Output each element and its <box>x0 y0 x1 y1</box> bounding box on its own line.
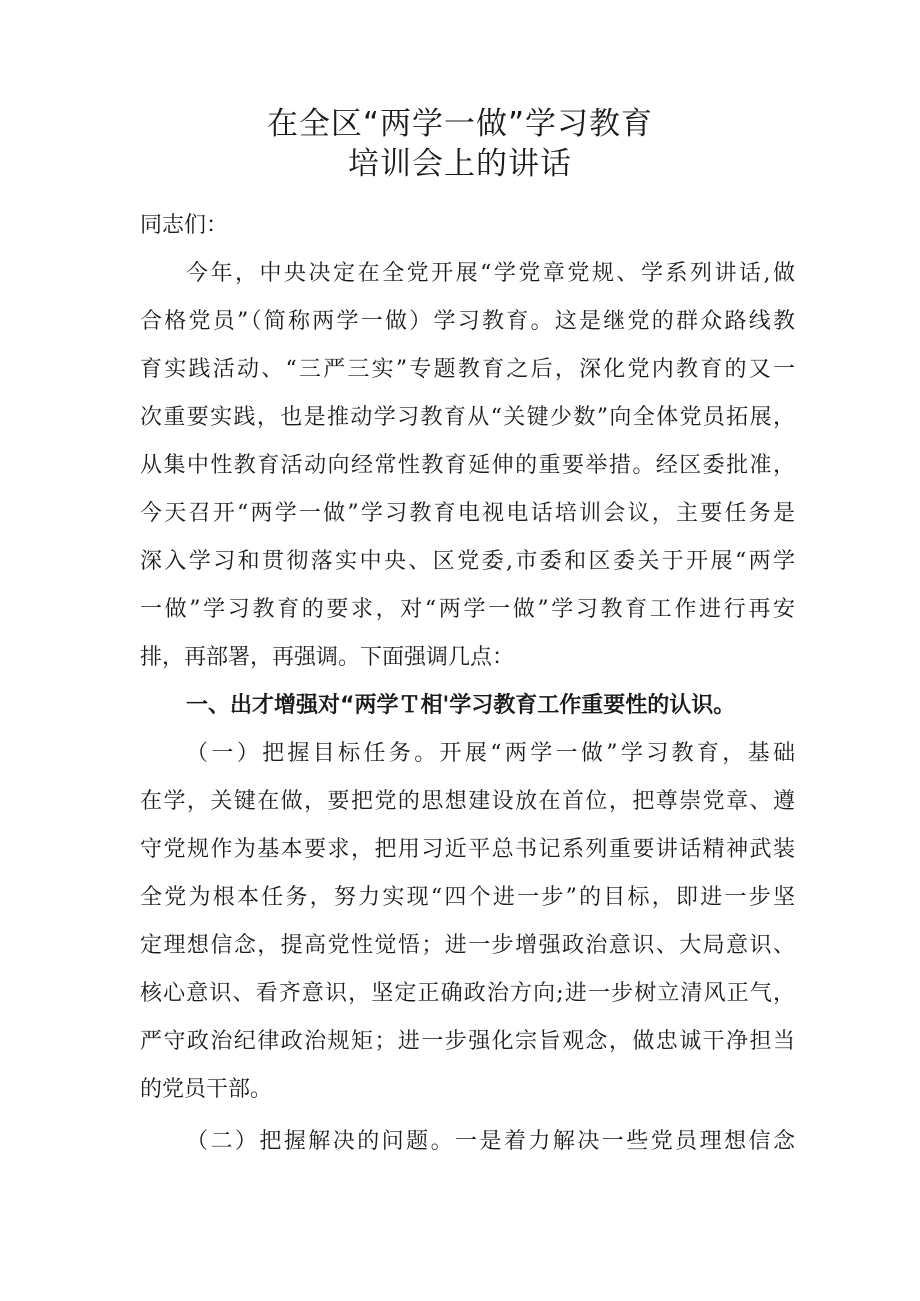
section-1-heading: 一、出才增强对“两学Ｔ相'学习教育工作重要性的认识。 <box>186 693 736 718</box>
paragraph-2-line: 在学，关键在做，要把党的思想建设放在首位，把尊崇党章、遵 <box>140 789 795 814</box>
paragraph-1-line: 排，再部署，再强调。下面强调几点： <box>140 645 515 670</box>
paragraph-2-line: 严守政治纪律政治规矩；进一步强化宗旨观念，做忠诚干净担当 <box>140 1029 795 1054</box>
document-title-line-2: 培训会上的讲话 <box>348 146 572 182</box>
paragraph-1-line: 育实践活动、“三严三实”专题教育之后，深化党内教育的又一 <box>140 357 795 382</box>
paragraph-1-line: 深入学习和贯彻落实中央、区党委,市委和区委关于开展“两学 <box>140 549 795 574</box>
paragraph-1-line: 今年，中央决定在全党开展“学党章党规、学系列讲话,做 <box>186 261 795 286</box>
paragraph-2-line: 的党员干部。 <box>140 1077 273 1102</box>
paragraph-2-line: 核心意识、看齐意识，坚定正确政治方向;进一步树立清风正气， <box>140 981 795 1006</box>
paragraph-2-line: 守党规作为基本要求，把用习近平总书记系列重要讲话精神武装 <box>140 837 795 862</box>
document-title-line-1: 在全区“两学一做”学习教育 <box>266 106 654 142</box>
paragraph-1-line: 今天召开“两学一做”学习教育电视电话培训会议，主要任务是 <box>140 501 795 526</box>
paragraph-2-line: 全党为根本任务，努力实现“四个进一步”的目标，即进一步坚 <box>140 885 795 910</box>
paragraph-2-line: （一）把握目标任务。开展“两学一做”学习教育，基础 <box>186 741 795 766</box>
salutation: 同志们： <box>140 213 229 238</box>
paragraph-3-line: （二）把握解决的问题。一是着力解决一些党员理想信念 <box>186 1129 795 1154</box>
paragraph-1-line: 合格党员”（简称两学一做）学习教育。这是继党的群众路线教 <box>140 309 795 334</box>
paragraph-1-line: 从集中性教育活动向经常性教育延伸的重要举措。经区委批准， <box>140 453 795 478</box>
paragraph-1-line: 一做”学习教育的要求，对“两学一做”学习教育工作进行再安 <box>140 597 795 622</box>
paragraph-2-line: 定理想信念，提高党性觉悟；进一步增强政治意识、大局意识、 <box>140 933 795 958</box>
paragraph-1-line: 次重要实践，也是推动学习教育从“关键少数”向全体党员拓展， <box>140 405 795 430</box>
